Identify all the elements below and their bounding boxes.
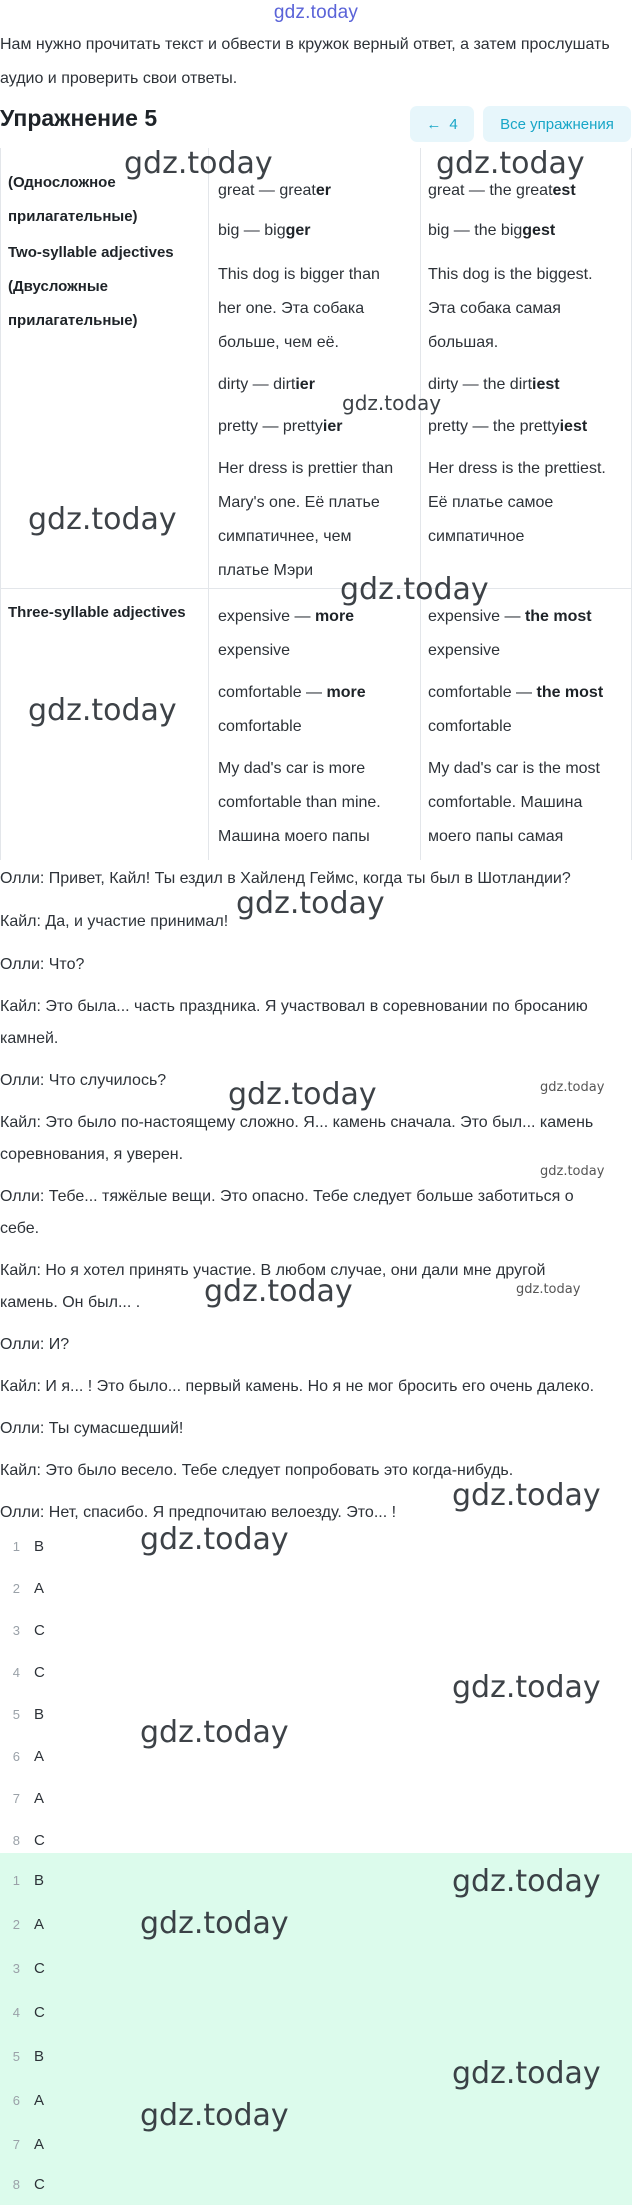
table-cell: expensive	[218, 642, 291, 659]
table-cell: Her dress is the prettiest.	[428, 460, 606, 477]
watermark: gdz.today	[540, 1164, 605, 1179]
table-cell: This dog is bigger than	[218, 266, 380, 283]
table-cell: great — the greatest	[428, 182, 576, 199]
table-cell: dirty — dirtier	[218, 376, 315, 393]
table-cell: big — bigger	[218, 222, 311, 239]
table-cell: comfortable — the most	[428, 684, 604, 701]
answer-number: 3	[12, 1622, 20, 1638]
answer-number: 8	[12, 2176, 20, 2192]
table-cell: comfortable	[218, 718, 302, 735]
dialogue-line: Кайл: И я... ! Это было... первый камень. Но я не мог бросить его очень далеко.	[0, 1378, 595, 1395]
dialogue-line: Олли: Что?	[0, 956, 85, 973]
table-row1-head-1: прилагательные)	[8, 208, 138, 225]
table-row1-head-4: прилагательные)	[8, 312, 138, 329]
answer-number: 7	[12, 2136, 20, 2152]
table-cell: большая.	[428, 334, 499, 351]
answer-value: C	[34, 2175, 45, 2193]
answer-value: C	[34, 2003, 45, 2021]
table-cell: great — greater	[218, 182, 331, 199]
checked-answer-row	[0, 2079, 44, 2121]
table-cell: Машина моего папы	[218, 828, 370, 845]
answer-row	[0, 1609, 45, 1651]
watermark: gdz.today	[140, 2098, 289, 2133]
dialogue-line: Кайл: Это была... часть праздника. Я участвовал в соревновании по бросанию	[0, 998, 588, 1015]
answer-number: 3	[12, 1960, 20, 1976]
answer-value: C	[34, 1663, 45, 1681]
answer-number: 8	[12, 1832, 20, 1848]
answer-number: 5	[12, 1706, 20, 1722]
dialogue-line: Кайл: Да, и участие принимал!	[0, 913, 229, 930]
table-cell: her one. Эта собака	[218, 300, 365, 317]
arrow-left-icon: ←	[426, 115, 442, 133]
answer-number: 2	[12, 1916, 20, 1932]
table-row1-head-0: (Односложное	[8, 174, 116, 191]
dialogue-line: Олли: Нет, спасибо. Я предпочитаю велоезду. Это... !	[0, 1504, 397, 1521]
dialogue-line: Кайл: Это было по-настоящему сложно. Я... камень сначала. Это был... камень	[0, 1114, 594, 1131]
watermark: gdz.today	[452, 1864, 601, 1899]
dialogue-line: Олли: Привет, Кайл! Ты ездил в Хайленд Геймс, когда ты был в Шотландии?	[0, 870, 571, 887]
dialogue-line: Олли: И?	[0, 1336, 70, 1353]
table-cell: симпатичнее, чем	[218, 528, 352, 545]
table-cell: моего папы самая	[428, 828, 564, 845]
watermark: gdz.today	[452, 1478, 601, 1513]
watermark: gdz.today	[124, 146, 273, 181]
answer-value: C	[34, 1621, 45, 1639]
dialogue-line: Кайл: Это было весело. Тебе следует попробовать это когда-нибудь.	[0, 1462, 514, 1479]
table-cell: My dad's car is more	[218, 760, 366, 777]
watermark: gdz.today	[340, 572, 489, 607]
table-cell: This dog is the biggest.	[428, 266, 593, 283]
watermark: gdz.today	[452, 1670, 601, 1705]
watermark: gdz.today	[436, 146, 585, 181]
table-cell: Эта собака самая	[428, 300, 561, 317]
dialogue-line: Олли: Что случилось?	[0, 1072, 167, 1089]
table-cell: Mary's one. Её платье	[218, 494, 380, 511]
watermark: gdz.today	[140, 1522, 289, 1557]
answer-value: A	[34, 1789, 45, 1807]
table-cell: больше, чем её.	[218, 334, 339, 351]
checked-answer-row	[0, 1859, 44, 1901]
table-cell: comfortable. Машина	[428, 794, 583, 811]
site-logo[interactable]: gdz.today	[273, 2, 359, 23]
table-cell: платье Мэри	[218, 562, 314, 579]
answer-row	[0, 1693, 44, 1735]
checked-answer-row	[0, 1903, 44, 1945]
all-exercises-button[interactable]: Все упражнения	[483, 106, 631, 142]
table-cell: expensive — more	[218, 608, 355, 625]
exercise-title: Упражнение 5	[0, 105, 158, 131]
table-cell: Her dress is prettier than	[218, 460, 394, 477]
answer-row	[0, 1525, 44, 1567]
instruction-text: Нам нужно прочитать текст и обвести в кружок верный ответ, а затем прослушать аудио и проверить свои ответы.	[0, 36, 610, 87]
answer-number: 6	[12, 1748, 20, 1764]
dialogue-line: камень. Он был... .	[0, 1294, 141, 1311]
table-row1-head-3: (Двусложные	[8, 278, 108, 295]
table-cell: My dad's car is the most	[428, 760, 600, 777]
watermark: gdz.today	[140, 1715, 289, 1750]
checked-answers-panel	[0, 1853, 632, 2205]
prev-exercise-button[interactable]	[410, 106, 474, 142]
dialogue-line: соревнования, я уверен.	[0, 1146, 184, 1163]
grammar-table	[0, 148, 632, 860]
answer-row	[0, 1567, 44, 1609]
table-cell: pretty — prettyier	[218, 418, 343, 435]
answer-value: A	[34, 1747, 45, 1765]
watermark: gdz.today	[140, 1906, 289, 1941]
checked-answer-row	[0, 2163, 45, 2205]
watermark: gdz.today	[236, 886, 385, 921]
watermark: gdz.today	[540, 1080, 605, 1095]
dialogue-line: Олли: Ты сумасшедший!	[0, 1420, 184, 1437]
table-cell: comfortable than mine.	[218, 794, 381, 811]
checked-answer-row	[0, 1991, 45, 2033]
answer-number: 4	[12, 2004, 20, 2020]
answer-value: B	[34, 1705, 45, 1723]
table-row1-head-2: Two-syllable adjectives	[8, 244, 174, 261]
table-row2-head: Three-syllable adjectives	[8, 604, 186, 621]
answer-row	[0, 1735, 44, 1777]
answer-row	[0, 1777, 44, 1819]
answer-number: 2	[12, 1580, 20, 1596]
answer-row	[0, 1651, 45, 1693]
table-cell: expensive	[428, 642, 501, 659]
watermark: gdz.today	[204, 1274, 353, 1309]
answer-value: B	[34, 1871, 45, 1889]
table-cell: comfortable	[428, 718, 512, 735]
dialogue-line: камней.	[0, 1030, 59, 1047]
table-cell: Её платье самое	[428, 494, 554, 511]
answer-number: 5	[12, 2048, 20, 2064]
answer-number: 1	[12, 1538, 20, 1554]
table-cell: pretty — the prettyiest	[428, 418, 588, 435]
table-cell: симпатичное	[428, 528, 525, 545]
table-cell: big — the biggest	[428, 222, 556, 239]
answer-value: B	[34, 2047, 45, 2065]
checked-answer-row	[0, 1947, 45, 1989]
watermark: gdz.today	[452, 2056, 601, 2091]
answer-value: A	[34, 2091, 45, 2109]
table-cell: comfortable — more	[218, 684, 366, 701]
answer-value: B	[34, 1537, 45, 1555]
watermark: gdz.today	[28, 502, 177, 537]
answer-number: 1	[12, 1872, 20, 1888]
answer-number: 6	[12, 2092, 20, 2108]
watermark: gdz.today	[28, 693, 177, 728]
answer-value: A	[34, 1579, 45, 1597]
answer-value: A	[34, 1915, 45, 1933]
prev-exercise-number: 4	[449, 115, 458, 133]
checked-answer-row	[0, 2123, 44, 2165]
table-cell: expensive — the most	[428, 608, 592, 625]
watermark: gdz.today	[228, 1077, 377, 1112]
watermark: gdz.today	[342, 391, 442, 415]
dialogue-line: Олли: Тебе... тяжёлые вещи. Это опасно. Тебе следует больше заботиться о	[0, 1188, 574, 1205]
answer-number: 4	[12, 1664, 20, 1680]
dialogue-line: себе.	[0, 1220, 40, 1237]
answer-value: C	[34, 1959, 45, 1977]
answer-number: 7	[12, 1790, 20, 1806]
watermark: gdz.today	[516, 1282, 581, 1297]
dialogue-line: Кайл: Но я хотел принять участие. В любом случае, они дали мне другой	[0, 1262, 546, 1279]
answer-value: C	[34, 1831, 45, 1849]
answer-value: A	[34, 2135, 45, 2153]
table-cell: dirty — the dirtiest	[428, 376, 560, 393]
checked-answer-row	[0, 2035, 44, 2077]
